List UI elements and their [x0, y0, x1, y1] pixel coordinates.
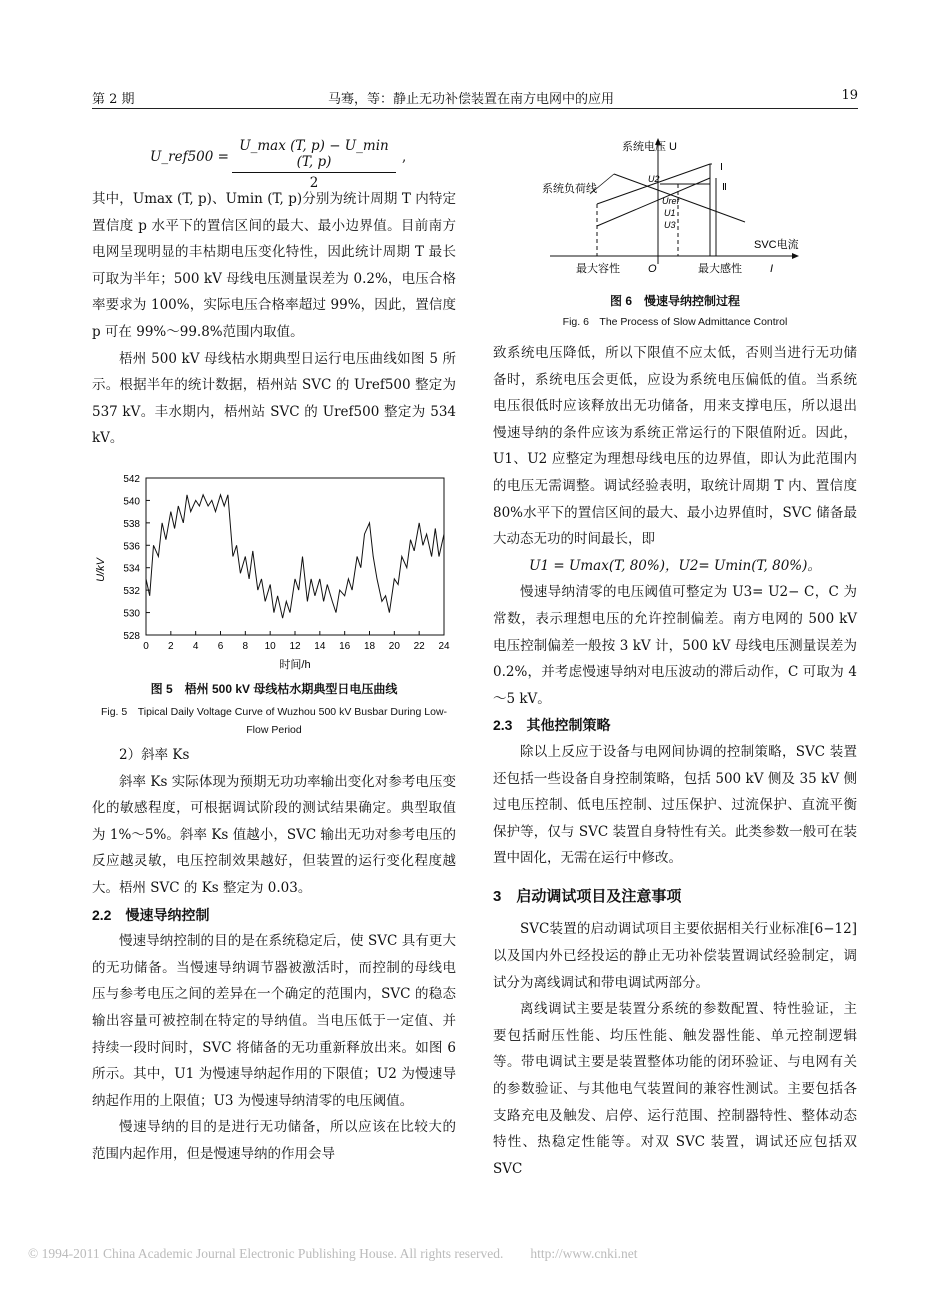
fig6-caption-en: Fig. 6 The Process of Slow Admittance Control — [562, 316, 788, 328]
formula-lhs: U_ref500 = — [150, 149, 229, 165]
fig5-ytick-label: 530 — [123, 608, 140, 620]
fig5-xtick-label: 10 — [264, 641, 276, 652]
fig5-ytick-label: 534 — [123, 563, 140, 575]
fig5-xtick-label: 14 — [314, 641, 326, 652]
left-column-top — [92, 186, 456, 452]
fig5-series-line — [146, 495, 444, 618]
right-paragraph-1: 致系统电压降低，所以下限值不应太低，否则当进行无功储备时，系统电压会更低，应设为系统电压偏低的值。当系统电压很低时应该释放出无功储备，用来支撑电压，所以退出慢速导纳的条件应该为系统正常运行的下限值附近。因此，U1、U2 应整定为理想母线电压的边界值，即认为此范围内的电压无需调整。调试经验表明，取统计周期 T 内、置信度 80%水平下的置信区间的最大、最小边界值时，SVC 储备最大动态无功的时间最长，即 — [493, 345, 857, 548]
fig5-xlabel: 时间/h — [279, 659, 311, 671]
copyright-footer: © 1994-2011 China Academic Journal Electronic Publishing House. All rights reserved. http://www.cnki.net — [28, 1246, 638, 1261]
fig6-uref-label: Uref — [662, 196, 680, 206]
left-paragraph-4: 慢速导纳控制的目的是在系统稳定后，使 SVC 具有更大的无功储备。当慢速导纳调节器被激活时，而控制的母线电压与参考电压之间的差异在一个确定的范围内，SVC 的稳态输出容量可被控制在特定的导纳值。当电压低于一定值、并持续一段时间时，SVC 将储备的无功重新释放出来。如图 6 所示。其中，U1 为慢速导纳起作用的下限值；U2 为慢速导纳起作用的上限值；U3 为慢速导纳清零的电压阈值。 — [92, 933, 456, 1109]
right-paragraph-3: 除以上反应于设备与电网间协调的控制策略，SVC 装置还包括一些设备自身控制策略，包括 500 kV 侧及 35 kV 侧过电压控制、低电压控制、过压保护、过流保护、直流平衡保护等，仅与 SVC 装置自身特性有关。此类参数一般可在装置中固化，无需在运行中修改。 — [493, 743, 857, 867]
fig5-ytick-label: 528 — [123, 631, 140, 642]
formula-fraction — [232, 138, 396, 191]
fig5-ytick-label: 542 — [123, 474, 140, 485]
fig6-roman-II: Ⅱ — [722, 182, 727, 193]
fig5-ylabel: U/kV — [95, 558, 107, 582]
formula-numerator: U_max (T, p) − U_min (T, p) — [232, 138, 396, 173]
right-column — [493, 340, 857, 1182]
right-equation: U1 = Umax(T, 80%)，U2= Umin(T, 80%)。 — [529, 557, 821, 574]
figure-6-diagram — [540, 134, 810, 282]
fig5-xtick-label: 8 — [242, 641, 249, 652]
section-2-2-heading: 2.2 慢速导纳控制 — [92, 906, 210, 923]
section-3-heading: 3 启动调试项目及注意事项 — [493, 887, 682, 905]
fig5-xtick-label: 24 — [438, 641, 450, 652]
fig5-caption-en: Fig. 5 Tipical Daily Voltage Curve of Wuzhou 500 kV Busbar During Low-Flow Period — [100, 706, 448, 736]
fig6-load-line-label: 系统负荷线 — [542, 183, 597, 195]
left-list-item-slope: 2）斜率 Ks — [119, 747, 190, 763]
fig5-xtick-label: 16 — [339, 641, 351, 652]
fig5-xtick-label: 6 — [217, 641, 224, 652]
fig5-xtick-label: 4 — [192, 641, 199, 652]
left-paragraph-5: 慢速导纳的目的是进行无功储备，所以应该在比较大的范围内起作用，但是慢速导纳的作用会导 — [92, 1119, 456, 1162]
fig5-xtick-label: 0 — [143, 641, 149, 652]
left-paragraph-3: 斜率 Ks 实际体现为预期无功功率输出变化对参考电压变化的敏感程度，可根据调试阶段的测试结果确定。典型取值为 1%～5%。斜率 Ks 值越小，SVC 输出无功对参考电压的反应越灵敏，电压控制效果越好，但装置的运行变化程度越大。梧州 SVC 的 Ks 整定为 0.03。 — [92, 773, 456, 896]
formula-tail: , — [402, 149, 407, 165]
fig5-xtick-label: 2 — [168, 641, 174, 652]
fig6-u3-label: U3 — [664, 220, 676, 230]
right-paragraph-4: SVC装置的启动调试项目主要依据相关行业标准[6−12]以及国内外已经投运的静止无功补偿装置调试经验制定，调试分为离线调试和带电调试两部分。 — [493, 921, 857, 991]
fig5-caption-zh: 图 5 梧州 500 kV 母线枯水期典型日电压曲线 — [150, 682, 398, 696]
fig5-ytick-label: 536 — [123, 541, 140, 553]
left-paragraph-1: 其中，Umax (T, p)、Umin (T, p)分别为统计周期 T 内特定置信度 p 水平下的置信区间的最大、最小边界值。目前南方电网呈现明显的丰枯期电压变化特性，因此统计周期 T 最长可取为半年；500 kV 母线电压测量误差为 0.2%，电压合格率要求为 100%，实际电压合格率超过 99%，因此，置信度 p 可在 99%～99.8%范围内取值。 — [92, 191, 456, 340]
fig5-xtick-label: 12 — [289, 641, 301, 652]
fig6-u2-label: U2 — [648, 174, 660, 184]
fig5-axes — [146, 478, 444, 635]
figure-6-caption — [493, 292, 857, 331]
left-column-bottom — [92, 742, 456, 1168]
fig6-max-ind-label: 最大感性 — [698, 263, 742, 275]
fig6-u1-label: U1 — [664, 208, 676, 218]
fig6-y-label: 系统电压 U — [622, 141, 677, 153]
fig5-plot-frame — [146, 478, 444, 635]
right-paragraph-5: 离线调试主要是装置分系统的参数配置、特性验证，主要包括耐压性能、均压性能、触发器性能、单元控制逻辑等。带电调试主要是装置整体功能的闭环验证、与电网有关的参数验证、与其他电气装置间的兼容性测试。主要包括各支路充电及触发、启停、运行范围、控制器特性、整体动态特性、热稳定性能等。对双 SVC 装置，调试还应包括双 SVC — [493, 1001, 857, 1177]
section-2-3-heading: 2.3 其他控制策略 — [493, 717, 611, 734]
fig5-xtick-label: 18 — [363, 641, 376, 652]
fig6-x-symbol: I — [770, 263, 774, 275]
fig5-xtick-label: 20 — [388, 641, 400, 652]
fig6-x-label: SVC电流 — [754, 239, 799, 251]
running-header — [92, 84, 858, 109]
left-paragraph-2: 梧州 500 kV 母线枯水期典型日运行电压曲线如图 5 所示。根据半年的统计数据，梧州站 SVC 的 Uref500 整定为 537 kV。丰水期内，梧州站 SVC 的 Uref500 整定为 534 kV。 — [92, 350, 456, 447]
issue-number: 第 2 期 — [92, 92, 135, 107]
formula-denominator: 2 — [309, 175, 319, 191]
page-number: 19 — [841, 88, 858, 103]
fig5-ytick-label: 538 — [123, 518, 140, 530]
fig5-xtick-label: 22 — [413, 641, 425, 652]
fig6-x-arrow — [792, 253, 799, 259]
fig6-origin-label: O — [648, 263, 657, 275]
uref-formula — [150, 138, 450, 191]
fig5-ytick-label: 540 — [123, 496, 140, 508]
right-paragraph-2: 慢速导纳清零的电压阈值可整定为 U3= U2− C，C 为常数，表示理想电压的允许控制偏差。南方电网的 500 kV 电压控制偏差一般按 3 kV 计，500 kV 母线电压测量误差为 0.2%，并考虑慢速导纳对电压波动的滞后动作，C 可取为 4～5 kV。 — [493, 584, 857, 707]
fig5-ytick-label: 532 — [123, 586, 140, 598]
fig6-char-line-lower — [597, 178, 710, 226]
figure-5-caption — [92, 680, 456, 739]
figure-5-chart — [92, 470, 456, 675]
fig6-max-cap-label: 最大容性 — [576, 263, 620, 275]
running-title: 马骞，等：静止无功补偿装置在南方电网中的应用 — [328, 92, 615, 107]
fig6-roman-I: Ⅰ — [720, 162, 723, 173]
fig6-caption-zh: 图 6 慢速导纳控制过程 — [609, 294, 740, 308]
